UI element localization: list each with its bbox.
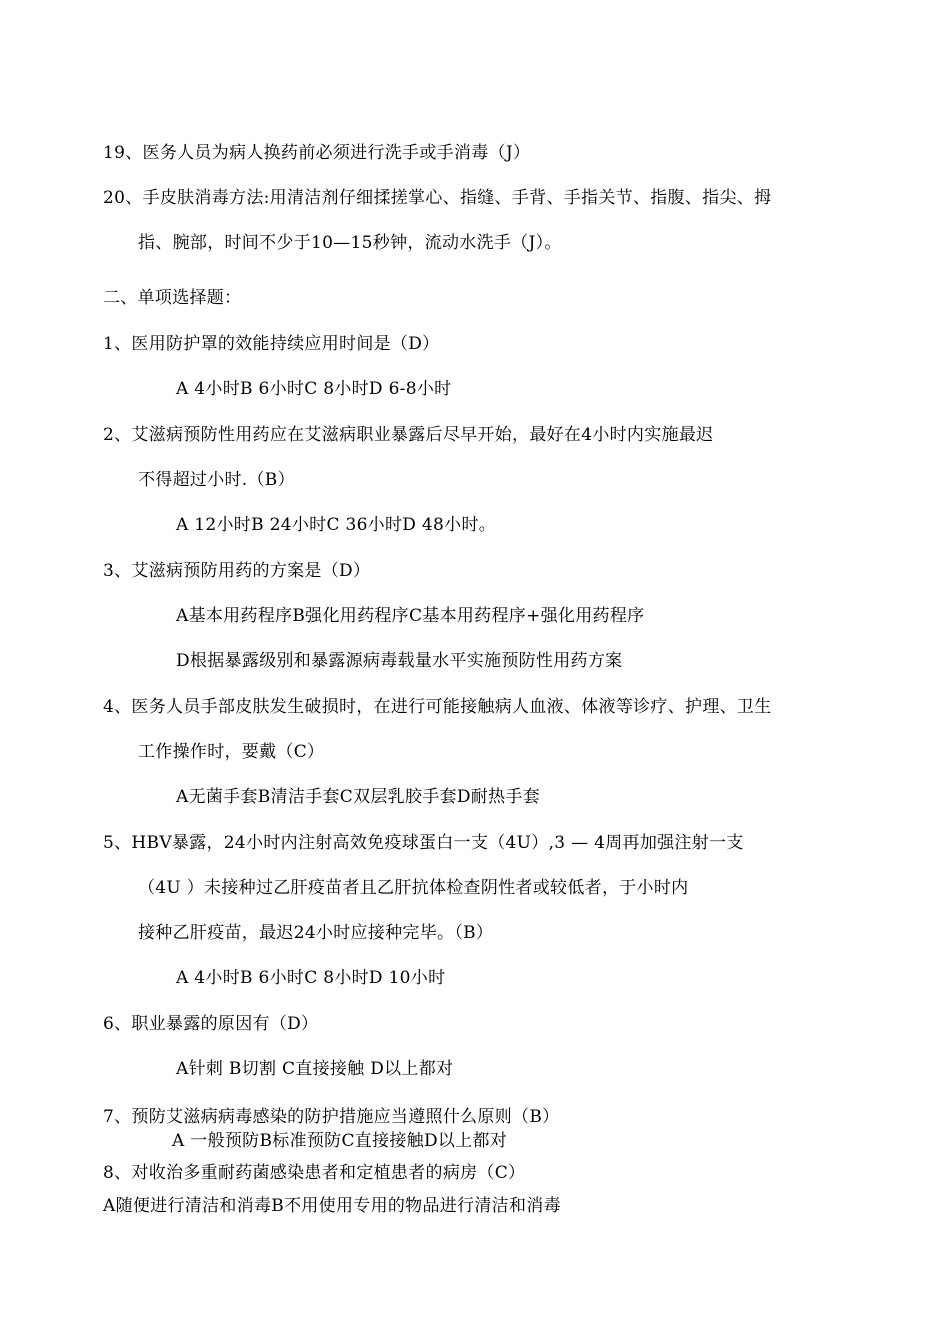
text-line-q5-cont-2: 接种乙肝疫苗，最迟24小时应接种完毕。（B） bbox=[138, 923, 494, 943]
text-line-q1-options: A 4小时B 6小时C 8小时D 6-8小时 bbox=[176, 379, 452, 399]
text-line-q1: 1、医用防护罩的效能持续应用时间是（D） bbox=[103, 334, 440, 354]
text-line-q8-options: A随便进行清洁和消毒B不用使用专用的物品进行清洁和消毒 bbox=[103, 1196, 561, 1216]
text-line-q8: 8、对收治多重耐药菌感染患者和定植患者的病房（C） bbox=[103, 1163, 526, 1183]
text-line-q3-options-2: D根据暴露级别和暴露源病毒载量水平实施预防性用药方案 bbox=[176, 651, 623, 671]
text-line-q2: 2、艾滋病预防性用药应在艾滋病职业暴露后尽早开始，最好在4小时内实施最迟 bbox=[103, 425, 714, 445]
section-heading: 二、单项选择题： bbox=[103, 288, 242, 308]
text-line-q20-cont: 指、腕部，时间不少于10—15秒钟，流动水洗手（J）。 bbox=[138, 233, 562, 253]
text-line-q4-options: A无菌手套B清洁手套C双层乳胶手套D耐热手套 bbox=[176, 787, 541, 807]
text-line-q20: 20、手皮肤消毒方法:用清洁剂仔细揉搓掌心、指缝、手背、手指关节、指腹、指尖、拇 bbox=[103, 188, 772, 208]
text-line-q2-cont: 不得超过小时.（B） bbox=[138, 470, 295, 490]
text-line-q7: 7、预防艾滋病病毒感染的防护措施应当遵照什么原则（B） bbox=[103, 1107, 560, 1127]
text-line-q19: 19、医务人员为病人换药前必须进行洗手或手消毒（J） bbox=[103, 143, 531, 163]
text-line-q4: 4、医务人员手部皮肤发生破损时，在进行可能接触病人血液、体液等诊疗、护理、卫生 bbox=[103, 697, 772, 717]
text-line-q6-options: A针刺 B切割 C直接接触 D以上都对 bbox=[176, 1059, 454, 1079]
text-line-q5-options: A 4小时B 6小时C 8小时D 10小时 bbox=[176, 968, 446, 988]
text-line-q3: 3、艾滋病预防用药的方案是（D） bbox=[103, 561, 371, 581]
text-line-q7-options: A 一般预防B标准预防C直接接触D以上都对 bbox=[172, 1131, 508, 1151]
text-line-q6: 6、职业暴露的原因有（D） bbox=[103, 1014, 319, 1034]
text-line-q2-options: A 12小时B 24小时C 36小时D 48小时。 bbox=[176, 515, 497, 535]
text-line-q4-cont: 工作操作时，要戴（C） bbox=[138, 742, 325, 762]
text-line-q3-options-1: A基本用药程序B强化用药程序C基本用药程序+强化用药程序 bbox=[176, 606, 645, 626]
text-line-q5: 5、HBV暴露，24小时内注射高效免疫球蛋白一支（4U）,3 — 4周再加强注射一支 bbox=[103, 833, 744, 853]
text-line-q5-cont-1: （4U ）未接种过乙肝疫苗者且乙肝抗体检查阴性者或较低者，于小时内 bbox=[138, 878, 689, 898]
